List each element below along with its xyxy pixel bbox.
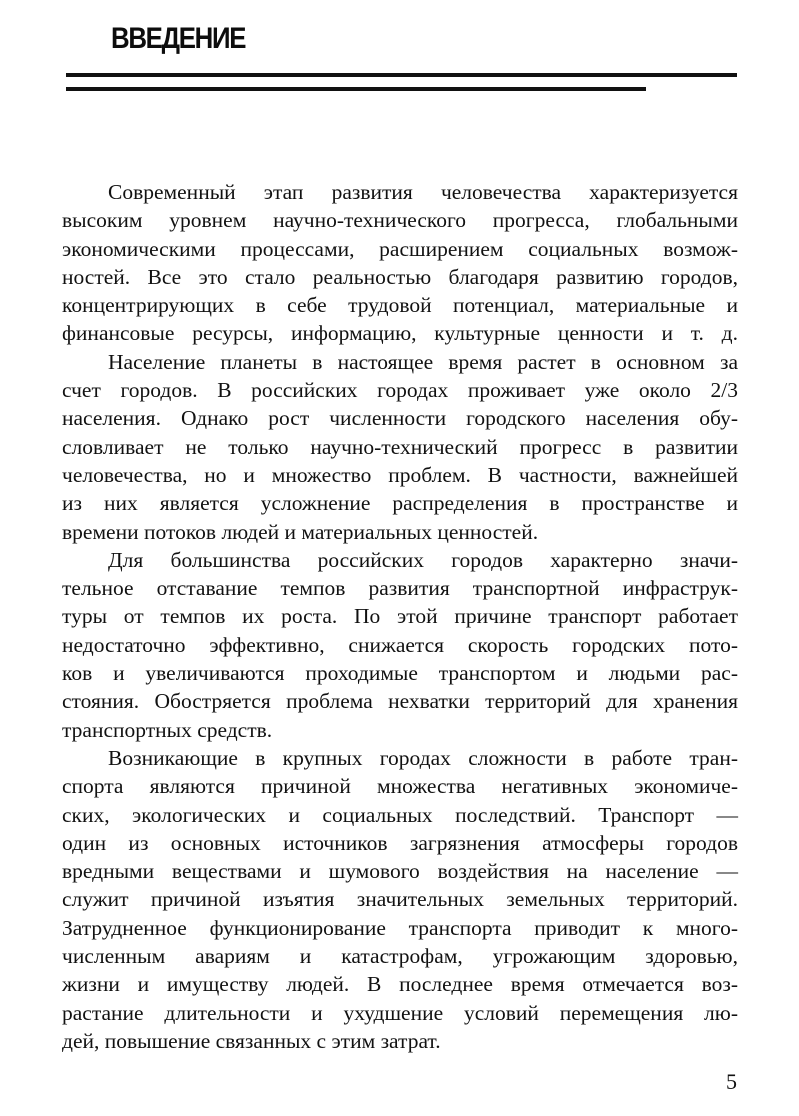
text-line: Современный этап развития человечества характеризуется: [108, 180, 738, 204]
body-text: [62, 178, 738, 1055]
text-line: Затрудненное функционирование транспорта приводит к много-: [62, 915, 738, 940]
text-line: ностей. Все это стало реальностью благодаря развитию городов,: [62, 264, 738, 289]
text-line: высоким уровнем научно-технического прогресса, глобальными: [62, 208, 738, 233]
text-line: населения. Однако рост численности городского населения обу-: [62, 406, 738, 431]
text-line: Возникающие в крупных городах сложности в работе тран-: [108, 745, 738, 770]
paragraph-1: [62, 178, 738, 348]
text-line: недостаточно эффективно, снижается скорость городских пото-: [62, 632, 738, 657]
text-line: финансовые ресурсы, информацию, культурные ценности и т. д.: [62, 321, 738, 346]
header-rule-thin: [66, 87, 646, 91]
text-line: концентрирующих в себе трудовой потенциал, материальные и: [62, 293, 738, 318]
page-number: 5: [726, 1069, 737, 1094]
text-line: из них является усложнение распределения в пространстве и: [62, 491, 738, 516]
header-rule-thick: [66, 73, 737, 77]
text-line: словливает не только научно-технический прогресс в развитии: [62, 434, 738, 459]
text-line: ских, экологических и социальных последствий. Транспорт —: [62, 802, 738, 827]
text-line: вредными веществами и шумового воздействия на население —: [62, 859, 738, 884]
text-line: служит причиной изъятия значительных земельных территорий.: [62, 887, 738, 912]
text-line: экономическими процессами, расширением социальных возмож-: [62, 236, 738, 261]
text-line: Население планеты в настоящее время растет в основном за: [108, 349, 738, 374]
text-line: ков и увеличиваются проходимые транспортом и людьми рас-: [62, 661, 738, 686]
text-line: времени потоков людей и материальных ценностей.: [62, 519, 539, 544]
chapter-title: ВВЕДЕНИЕ: [111, 22, 246, 55]
text-line: численным авариям и катастрофам, угрожающим здоровью,: [62, 944, 738, 969]
text-line: счет городов. В российских городах проживает уже около 2/3: [62, 378, 738, 403]
paragraph-2: [62, 348, 738, 546]
text-line: Для большинства российских городов характерно значи-: [108, 547, 738, 572]
text-line: туры от темпов их роста. По этой причине транспорт работает: [62, 604, 738, 629]
text-line: дей, повышение связанных с этим затрат.: [62, 1028, 441, 1053]
paragraph-4: [62, 744, 738, 1055]
text-line: спорта являются причиной множества негативных экономиче-: [62, 774, 738, 799]
text-line: транспортных средств.: [62, 717, 273, 742]
text-line: один из основных источников загрязнения атмосферы городов: [62, 830, 738, 855]
text-line: человечества, но и множество проблем. В частности, важнейшей: [62, 462, 738, 487]
text-line: тельное отставание темпов развития транспортной инфраструк-: [62, 576, 738, 601]
text-line: жизни и имуществу людей. В последнее время отмечается воз-: [62, 972, 738, 997]
text-line: стояния. Обостряется проблема нехватки территорий для хранения: [62, 689, 738, 714]
paragraph-3: [62, 546, 738, 744]
text-line: растание длительности и ухудшение условий перемещения лю-: [62, 1000, 738, 1025]
